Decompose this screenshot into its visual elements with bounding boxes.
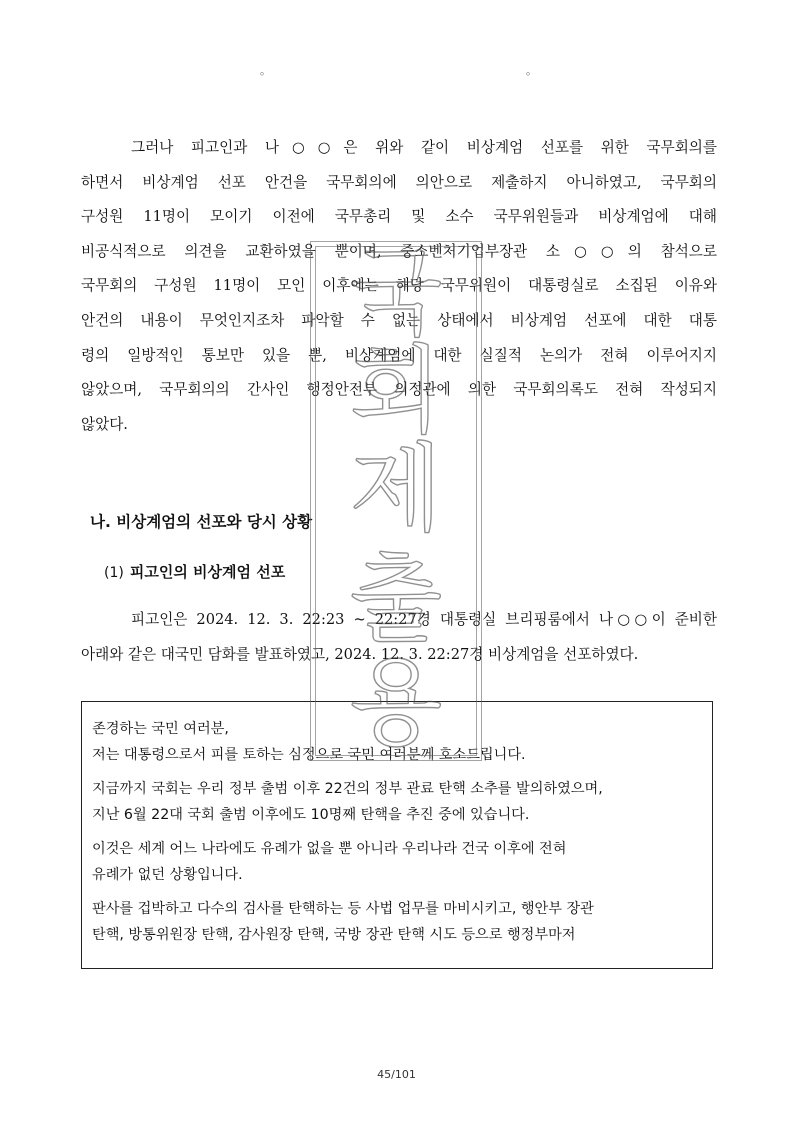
quote-line: 이것은 세계 어느 나라에도 유례가 없을 뿐 아니라 우리나라 건국 이후에 전혀 xyxy=(92,841,567,857)
quote-paragraph xyxy=(92,896,704,948)
paragraph-line: 피고인은 2024. 12. 3. 22:23 ~ 22:27경 대통령실 브리핑룸에서 나○○이 준비한 xyxy=(131,611,717,628)
paragraph-line: 안건의 내용이 무엇인지조차 파악할 수 없는 상태에서 비상계엄 선포에 대한 대통 xyxy=(81,311,717,329)
quote-line: 존경하는 국민 여러분, xyxy=(92,721,229,737)
quote-paragraph xyxy=(92,716,704,768)
page-number: 45/101 xyxy=(377,1068,416,1081)
subsection-number: (1) xyxy=(104,565,124,581)
paragraph-line: 비공식적으로 의견을 교환하였을 뿐이며, 중소벤처기업부장관 소○○의 참석으로 xyxy=(81,242,717,260)
watermark-char: 제 xyxy=(349,433,443,545)
header-mark-left: 。 xyxy=(260,64,271,77)
watermark-char: 국 xyxy=(349,237,443,349)
quote-line: 저는 대통령으로서 피를 토하는 심정으로 국민 여러분께 호소드립니다. xyxy=(92,747,526,763)
header-mark-right: 。 xyxy=(526,64,537,77)
paragraph-line: 하면서 비상계엄 선포 안건을 국무회의에 의안으로 제출하지 아니하였고, 국무회의 xyxy=(81,173,717,191)
paragraph-line: 않았으며, 국무회의의 간사인 행정안전부 의정관에 의한 국무회의록도 전혀 작성되지 xyxy=(81,381,717,399)
quote-line: 지금까지 국회는 우리 정부 출범 이후 22건의 정부 관료 탄핵 소추를 발의하였으며, xyxy=(92,781,603,797)
subsection-title: 피고인의 비상계엄 선포 xyxy=(129,563,286,581)
paragraph-declaration xyxy=(81,603,717,672)
paragraph-line: 아래와 같은 대국민 담화를 발표하였고, 2024. 12. 3. 22:27경 비상계엄을 선포하였다. xyxy=(81,645,639,663)
quote-paragraph xyxy=(92,836,704,888)
quote-line: 유례가 없던 상황입니다. xyxy=(92,867,243,883)
section-heading: 나. 비상계엄의 선포와 당시 상황 xyxy=(90,513,313,531)
watermark-char: 출 xyxy=(349,543,443,655)
quote-line: 지난 6월 22대 국회 출범 이후에도 10명째 탄핵을 추진 중에 있습니다. xyxy=(92,807,530,823)
quote-line: 탄핵, 방통위원장 탄핵, 감사원장 탄핵, 국방 장관 탄핵 시도 등으로 행정부마저 xyxy=(92,927,576,943)
watermark-char: 회 xyxy=(349,335,443,447)
watermark-char: 용 xyxy=(349,647,443,759)
subsection-heading xyxy=(104,561,285,582)
speech-quote-box xyxy=(81,701,713,969)
paragraph-line: 그러나 피고인과 나○○은 위와 같이 비상계엄 선포를 위한 국무회의를 xyxy=(131,139,717,156)
paragraph-line: 구성원 11명이 모이기 이전에 국무총리 및 소수 국무위원들과 비상계엄에 대해 xyxy=(81,208,717,226)
paragraph-line: 국무회의 구성원 11명이 모인 이후에는 해당 국무위원이 대통령실로 소집된 이유와 xyxy=(81,277,717,295)
paragraph-line: 않았다. xyxy=(81,415,128,433)
paragraph-cabinet-meeting xyxy=(81,131,717,447)
paragraph-line: 령의 일방적인 통보만 있을 뿐, 비상계엄에 대한 실질적 논의가 전혀 이루어지지 xyxy=(81,346,717,364)
quote-line: 판사를 겁박하고 다수의 검사를 탄핵하는 등 사법 업무를 마비시키고, 행안부 장관 xyxy=(92,901,594,917)
quote-paragraph xyxy=(92,776,704,828)
